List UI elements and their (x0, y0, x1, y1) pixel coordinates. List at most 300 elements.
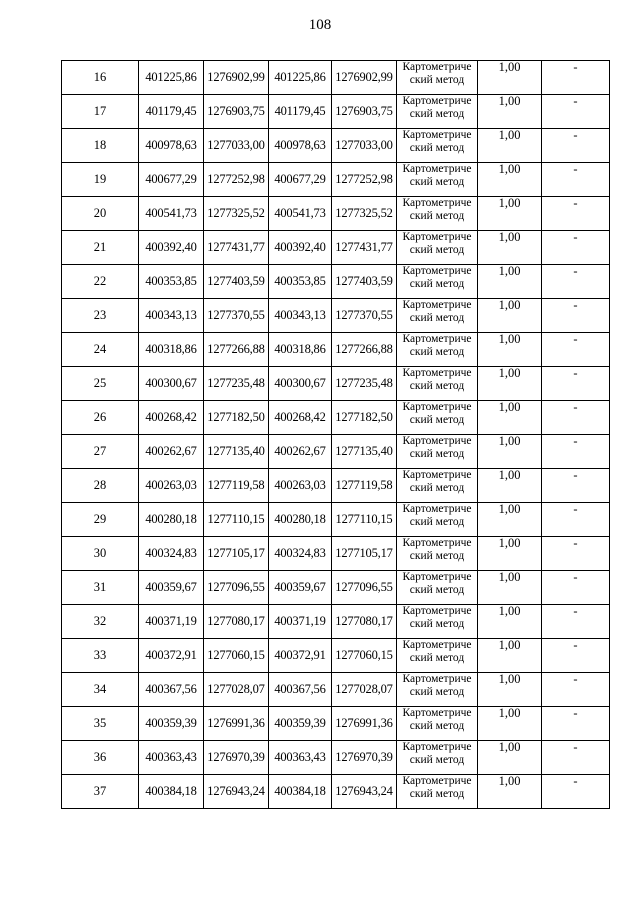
point-number: 36 (93, 750, 107, 764)
y-coordinate-cell (204, 265, 269, 299)
y-coordinate-2: 1276902,99 (335, 70, 393, 84)
y-coordinate: 1277431,77 (207, 240, 265, 254)
method-line-2: ский метод (409, 108, 465, 120)
x-coordinate-2: 400392,40 (274, 240, 326, 254)
accuracy-cell (478, 435, 542, 469)
x-coordinate: 400541,73 (145, 206, 197, 220)
table-body (62, 61, 610, 809)
method-cell (397, 129, 478, 163)
x-coordinate: 400392,40 (145, 240, 197, 254)
x-coordinate: 400372,91 (145, 648, 197, 662)
x-coordinate-2-cell (269, 265, 332, 299)
method-line-2: ский метод (409, 618, 465, 630)
y-coordinate-cell (204, 61, 269, 95)
y-coordinate: 1276902,99 (207, 70, 265, 84)
note-value: - (573, 536, 578, 550)
x-coordinate: 400280,18 (145, 512, 197, 526)
method-cell (397, 775, 478, 809)
x-coordinate-cell (139, 571, 204, 605)
y-coordinate: 1277325,52 (207, 206, 265, 220)
point-number-cell (62, 129, 139, 163)
accuracy-cell (478, 741, 542, 775)
x-coordinate-cell (139, 231, 204, 265)
accuracy-cell (478, 61, 542, 95)
table-row (62, 775, 610, 809)
method-line-2: ский метод (409, 346, 465, 358)
method-line-1: Картометриче (402, 639, 472, 651)
y-coordinate: 1277060,15 (207, 648, 265, 662)
y-coordinate-2: 1277033,00 (335, 138, 393, 152)
point-number: 16 (93, 70, 107, 84)
accuracy-value: 1,00 (498, 400, 521, 414)
table-row (62, 95, 610, 129)
note-cell (542, 163, 610, 197)
y-coordinate-2-cell (332, 469, 397, 503)
y-coordinate-cell (204, 435, 269, 469)
accuracy-value: 1,00 (498, 638, 521, 652)
point-number-cell (62, 333, 139, 367)
x-coordinate-cell (139, 129, 204, 163)
y-coordinate-2-cell (332, 401, 397, 435)
method-line-2: ский метод (409, 686, 465, 698)
point-number: 30 (93, 546, 107, 560)
method-line-1: Картометриче (402, 741, 472, 753)
y-coordinate: 1277370,55 (207, 308, 265, 322)
y-coordinate-2-cell (332, 129, 397, 163)
accuracy-value: 1,00 (498, 196, 521, 210)
note-cell (542, 707, 610, 741)
x-coordinate-2: 400541,73 (274, 206, 326, 220)
note-cell (542, 231, 610, 265)
y-coordinate: 1277033,00 (207, 138, 265, 152)
table-row (62, 299, 610, 333)
table-row (62, 741, 610, 775)
point-number-cell (62, 61, 139, 95)
y-coordinate: 1277403,59 (207, 274, 265, 288)
y-coordinate: 1277252,98 (207, 172, 265, 186)
x-coordinate-2: 400318,86 (274, 342, 326, 356)
method-line-1: Картометриче (402, 129, 472, 141)
x-coordinate: 400359,67 (145, 580, 197, 594)
method-line-1: Картометриче (402, 571, 472, 583)
x-coordinate: 400268,42 (145, 410, 197, 424)
y-coordinate: 1276970,39 (207, 750, 265, 764)
y-coordinate-cell (204, 367, 269, 401)
x-coordinate-2-cell (269, 435, 332, 469)
point-number: 26 (93, 410, 107, 424)
coordinates-table (61, 60, 610, 809)
y-coordinate-2-cell (332, 503, 397, 537)
point-number-cell (62, 163, 139, 197)
method-line-1: Картометриче (402, 265, 472, 277)
method-cell (397, 639, 478, 673)
x-coordinate-cell (139, 537, 204, 571)
method-cell (397, 435, 478, 469)
point-number-cell (62, 469, 139, 503)
accuracy-cell (478, 571, 542, 605)
x-coordinate-2-cell (269, 299, 332, 333)
note-value: - (573, 230, 578, 244)
x-coordinate-2: 400343,13 (274, 308, 326, 322)
y-coordinate-2: 1276991,36 (335, 716, 393, 730)
x-coordinate-cell (139, 775, 204, 809)
point-number-cell (62, 571, 139, 605)
x-coordinate-2: 401225,86 (274, 70, 326, 84)
y-coordinate-2: 1277403,59 (335, 274, 393, 288)
method-cell (397, 469, 478, 503)
x-coordinate-2-cell (269, 95, 332, 129)
note-cell (542, 401, 610, 435)
accuracy-value: 1,00 (498, 774, 521, 788)
y-coordinate: 1277028,07 (207, 682, 265, 696)
point-number: 28 (93, 478, 107, 492)
y-coordinate-cell (204, 197, 269, 231)
accuracy-value: 1,00 (498, 502, 521, 516)
x-coordinate-2-cell (269, 639, 332, 673)
y-coordinate-2-cell (332, 231, 397, 265)
y-coordinate: 1277110,15 (207, 512, 265, 526)
accuracy-value: 1,00 (498, 230, 521, 244)
y-coordinate-cell (204, 571, 269, 605)
y-coordinate-2: 1277028,07 (335, 682, 393, 696)
note-cell (542, 265, 610, 299)
accuracy-value: 1,00 (498, 162, 521, 176)
point-number: 37 (93, 784, 107, 798)
accuracy-value: 1,00 (498, 298, 521, 312)
x-coordinate-2: 400359,39 (274, 716, 326, 730)
y-coordinate-2: 1277080,17 (335, 614, 393, 628)
table-row (62, 129, 610, 163)
x-coordinate-cell (139, 401, 204, 435)
note-cell (542, 571, 610, 605)
x-coordinate-cell (139, 367, 204, 401)
note-cell (542, 605, 610, 639)
x-coordinate-2-cell (269, 707, 332, 741)
y-coordinate-2-cell (332, 741, 397, 775)
point-number-cell (62, 537, 139, 571)
method-line-2: ский метод (409, 244, 465, 256)
note-value: - (573, 196, 578, 210)
method-line-1: Картометриче (402, 61, 472, 73)
table-row (62, 605, 610, 639)
point-number: 17 (93, 104, 107, 118)
x-coordinate-2: 400280,18 (274, 512, 326, 526)
point-number-cell (62, 95, 139, 129)
method-line-2: ский метод (409, 414, 465, 426)
table-row (62, 265, 610, 299)
method-line-1: Картометриче (402, 469, 472, 481)
y-coordinate-2-cell (332, 435, 397, 469)
point-number: 21 (93, 240, 107, 254)
note-value: - (573, 434, 578, 448)
method-line-2: ский метод (409, 380, 465, 392)
note-value: - (573, 264, 578, 278)
x-coordinate-2: 400300,67 (274, 376, 326, 390)
note-value: - (573, 94, 578, 108)
y-coordinate-cell (204, 673, 269, 707)
note-cell (542, 775, 610, 809)
method-cell (397, 741, 478, 775)
point-number: 34 (93, 682, 107, 696)
accuracy-cell (478, 95, 542, 129)
point-number-cell (62, 401, 139, 435)
x-coordinate: 400363,43 (145, 750, 197, 764)
note-value: - (573, 604, 578, 618)
note-value: - (573, 468, 578, 482)
accuracy-cell (478, 707, 542, 741)
method-cell (397, 673, 478, 707)
y-coordinate: 1276903,75 (207, 104, 265, 118)
x-coordinate-2-cell (269, 571, 332, 605)
x-coordinate-2-cell (269, 775, 332, 809)
point-number: 22 (93, 274, 107, 288)
point-number: 29 (93, 512, 107, 526)
y-coordinate-2: 1277235,48 (335, 376, 393, 390)
y-coordinate-cell (204, 333, 269, 367)
note-value: - (573, 366, 578, 380)
y-coordinate: 1277135,40 (207, 444, 265, 458)
method-line-1: Картометриче (402, 707, 472, 719)
method-line-2: ский метод (409, 210, 465, 222)
y-coordinate-cell (204, 163, 269, 197)
note-value: - (573, 298, 578, 312)
y-coordinate-2-cell (332, 95, 397, 129)
method-line-1: Картометриче (402, 435, 472, 447)
accuracy-cell (478, 469, 542, 503)
y-coordinate-2: 1277252,98 (335, 172, 393, 186)
accuracy-value: 1,00 (498, 570, 521, 584)
method-line-1: Картометриче (402, 367, 472, 379)
table-row (62, 401, 610, 435)
method-line-2: ский метод (409, 482, 465, 494)
y-coordinate-2: 1277325,52 (335, 206, 393, 220)
x-coordinate-2-cell (269, 163, 332, 197)
note-value: - (573, 400, 578, 414)
point-number-cell (62, 265, 139, 299)
point-number: 20 (93, 206, 107, 220)
x-coordinate-2: 400268,42 (274, 410, 326, 424)
x-coordinate-cell (139, 163, 204, 197)
note-value: - (573, 638, 578, 652)
y-coordinate-cell (204, 231, 269, 265)
note-cell (542, 367, 610, 401)
accuracy-cell (478, 163, 542, 197)
x-coordinate-2-cell (269, 503, 332, 537)
point-number-cell (62, 435, 139, 469)
y-coordinate-2-cell (332, 673, 397, 707)
x-coordinate-2-cell (269, 333, 332, 367)
point-number-cell (62, 367, 139, 401)
point-number-cell (62, 197, 139, 231)
table-row (62, 707, 610, 741)
x-coordinate-cell (139, 605, 204, 639)
table-row (62, 537, 610, 571)
accuracy-value: 1,00 (498, 264, 521, 278)
x-coordinate: 400262,67 (145, 444, 197, 458)
method-line-1: Картометриче (402, 95, 472, 107)
method-cell (397, 95, 478, 129)
note-value: - (573, 502, 578, 516)
method-line-2: ский метод (409, 74, 465, 86)
point-number: 18 (93, 138, 107, 152)
x-coordinate-2-cell (269, 401, 332, 435)
accuracy-cell (478, 129, 542, 163)
x-coordinate-2: 400372,91 (274, 648, 326, 662)
point-number: 25 (93, 376, 107, 390)
accuracy-cell (478, 231, 542, 265)
method-line-1: Картометриче (402, 503, 472, 515)
accuracy-cell (478, 673, 542, 707)
point-number: 32 (93, 614, 107, 628)
method-line-1: Картометриче (402, 401, 472, 413)
table-row (62, 435, 610, 469)
method-line-1: Картометриче (402, 605, 472, 617)
note-cell (542, 197, 610, 231)
y-coordinate-2: 1277119,58 (335, 478, 393, 492)
method-line-2: ский метод (409, 142, 465, 154)
table-row (62, 367, 610, 401)
note-value: - (573, 740, 578, 754)
accuracy-value: 1,00 (498, 128, 521, 142)
x-coordinate-2: 400324,83 (274, 546, 326, 560)
y-coordinate-2-cell (332, 163, 397, 197)
method-cell (397, 503, 478, 537)
y-coordinate-2: 1277110,15 (335, 512, 393, 526)
note-cell (542, 741, 610, 775)
page-number: 108 (308, 17, 332, 33)
x-coordinate: 401179,45 (145, 104, 197, 118)
table-row (62, 197, 610, 231)
accuracy-value: 1,00 (498, 366, 521, 380)
y-coordinate-cell (204, 775, 269, 809)
method-line-1: Картометриче (402, 163, 472, 175)
y-coordinate-cell (204, 639, 269, 673)
table-row (62, 639, 610, 673)
method-cell (397, 231, 478, 265)
y-coordinate: 1277235,48 (207, 376, 265, 390)
note-value: - (573, 332, 578, 346)
x-coordinate-2-cell (269, 129, 332, 163)
y-coordinate: 1276991,36 (207, 716, 265, 730)
accuracy-cell (478, 401, 542, 435)
method-line-1: Картометриче (402, 775, 472, 787)
method-line-2: ский метод (409, 584, 465, 596)
y-coordinate-cell (204, 537, 269, 571)
x-coordinate: 400359,39 (145, 716, 197, 730)
accuracy-value: 1,00 (498, 672, 521, 686)
accuracy-cell (478, 299, 542, 333)
y-coordinate-2: 1277135,40 (335, 444, 393, 458)
table-row (62, 231, 610, 265)
table-row (62, 571, 610, 605)
x-coordinate-2-cell (269, 231, 332, 265)
point-number-cell (62, 639, 139, 673)
y-coordinate-2-cell (332, 61, 397, 95)
note-cell (542, 435, 610, 469)
point-number-cell (62, 299, 139, 333)
x-coordinate: 400371,19 (145, 614, 197, 628)
y-coordinate: 1276943,24 (207, 784, 265, 798)
y-coordinate-2: 1277266,88 (335, 342, 393, 356)
x-coordinate-cell (139, 265, 204, 299)
accuracy-cell (478, 503, 542, 537)
accuracy-cell (478, 197, 542, 231)
method-cell (397, 537, 478, 571)
method-line-2: ский метод (409, 278, 465, 290)
method-cell (397, 571, 478, 605)
point-number: 19 (93, 172, 107, 186)
note-value: - (573, 706, 578, 720)
x-coordinate-2-cell (269, 197, 332, 231)
accuracy-cell (478, 775, 542, 809)
x-coordinate-2: 400367,56 (274, 682, 326, 696)
y-coordinate-2: 1277370,55 (335, 308, 393, 322)
x-coordinate-2-cell (269, 469, 332, 503)
method-line-2: ский метод (409, 312, 465, 324)
method-line-1: Картометриче (402, 333, 472, 345)
point-number-cell (62, 503, 139, 537)
method-line-2: ский метод (409, 720, 465, 732)
point-number-cell (62, 673, 139, 707)
x-coordinate-2: 401179,45 (274, 104, 326, 118)
y-coordinate: 1277182,50 (207, 410, 265, 424)
accuracy-value: 1,00 (498, 468, 521, 482)
method-cell (397, 265, 478, 299)
y-coordinate-2-cell (332, 299, 397, 333)
x-coordinate-cell (139, 503, 204, 537)
point-number-cell (62, 741, 139, 775)
note-value: - (573, 672, 578, 686)
x-coordinate-2-cell (269, 61, 332, 95)
method-line-1: Картометриче (402, 231, 472, 243)
y-coordinate-cell (204, 741, 269, 775)
y-coordinate-2-cell (332, 707, 397, 741)
method-cell (397, 197, 478, 231)
x-coordinate: 400263,03 (145, 478, 197, 492)
accuracy-value: 1,00 (498, 60, 521, 74)
y-coordinate-cell (204, 401, 269, 435)
y-coordinate-cell (204, 95, 269, 129)
accuracy-cell (478, 605, 542, 639)
x-coordinate: 400384,18 (145, 784, 197, 798)
accuracy-value: 1,00 (498, 604, 521, 618)
x-coordinate-2: 400371,19 (274, 614, 326, 628)
y-coordinate-2: 1277060,15 (335, 648, 393, 662)
x-coordinate: 400300,67 (145, 376, 197, 390)
method-line-1: Картометриче (402, 537, 472, 549)
x-coordinate-2-cell (269, 673, 332, 707)
y-coordinate-2: 1277182,50 (335, 410, 393, 424)
y-coordinate-cell (204, 299, 269, 333)
method-cell (397, 707, 478, 741)
note-cell (542, 673, 610, 707)
x-coordinate-cell (139, 435, 204, 469)
note-value: - (573, 570, 578, 584)
y-coordinate-2-cell (332, 537, 397, 571)
method-line-2: ский метод (409, 754, 465, 766)
x-coordinate: 400978,63 (145, 138, 197, 152)
note-cell (542, 61, 610, 95)
y-coordinate-cell (204, 129, 269, 163)
point-number: 27 (93, 444, 107, 458)
x-coordinate-cell (139, 469, 204, 503)
point-number-cell (62, 775, 139, 809)
x-coordinate-2-cell (269, 367, 332, 401)
point-number-cell (62, 707, 139, 741)
note-value: - (573, 162, 578, 176)
x-coordinate: 400324,83 (145, 546, 197, 560)
point-number: 24 (93, 342, 107, 356)
